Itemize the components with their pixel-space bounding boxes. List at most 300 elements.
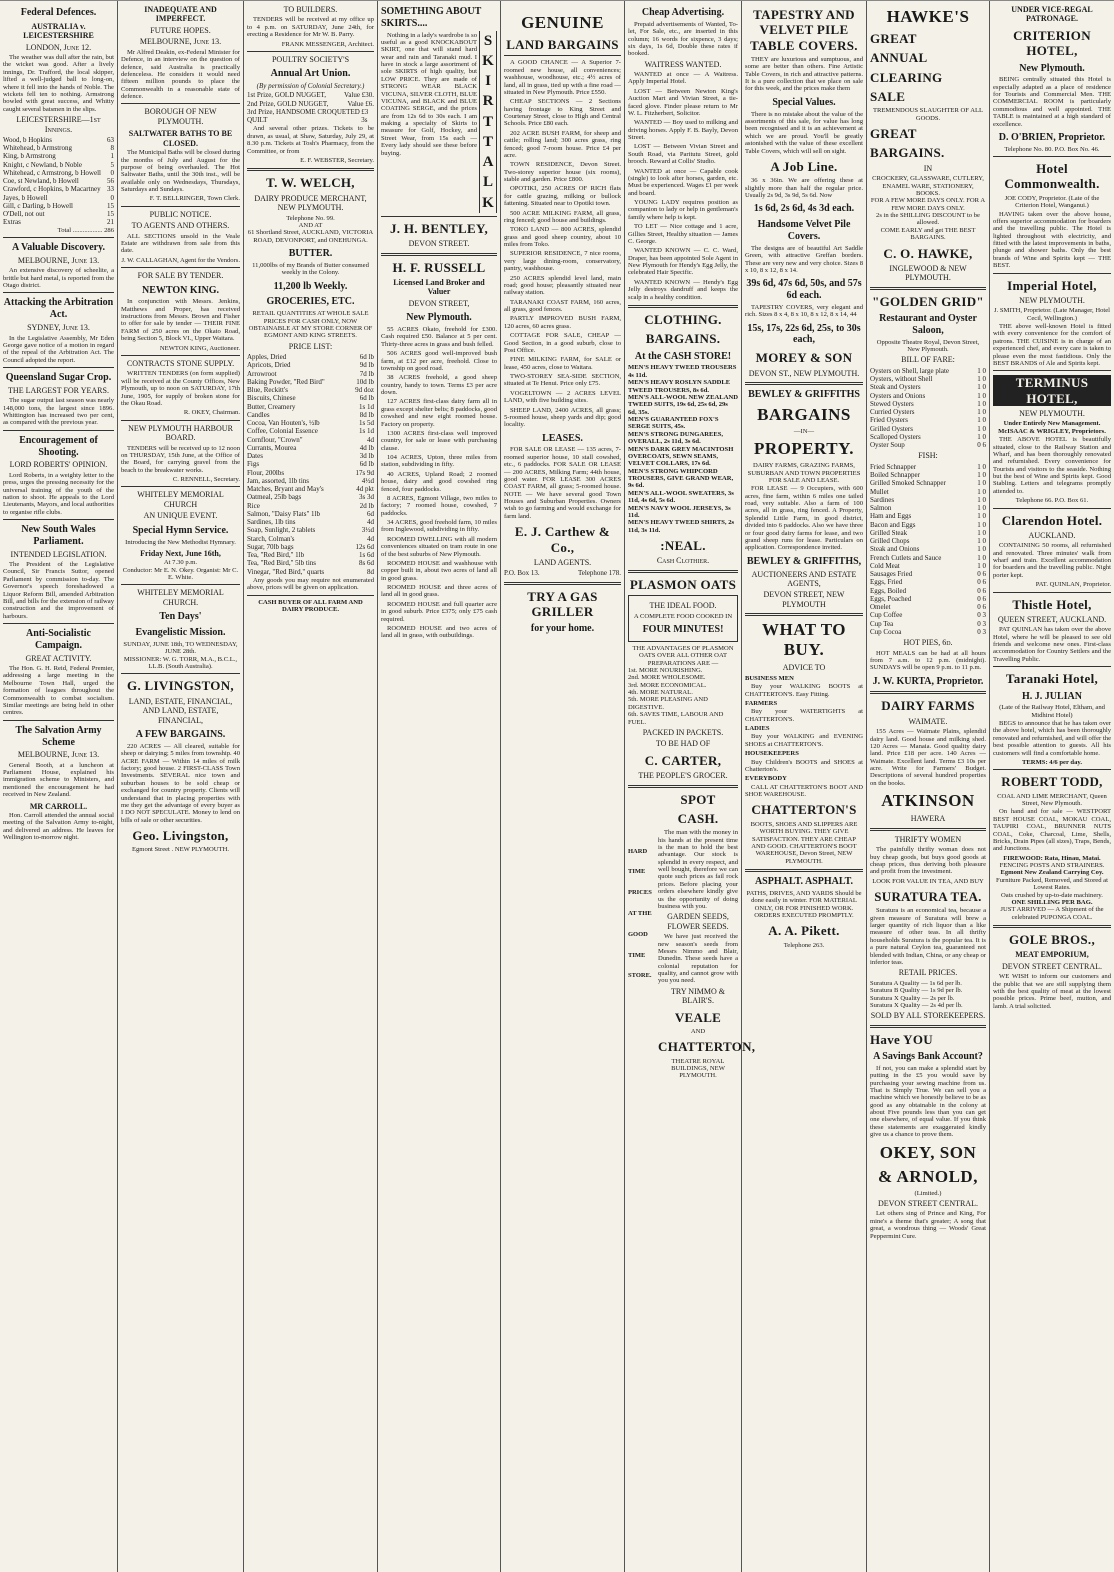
fish-row-value: 0 6	[977, 570, 986, 579]
co-addr: INGLEWOOD & NEW PLYMOUTH.	[889, 263, 967, 283]
arbitration-body: In the Legislative Assembly, Mr Eden George gave notice of a motion in regard of the repeal of the Arbitration Act. The Council adopted the report.	[3, 334, 114, 364]
side-word: AT THE	[628, 909, 652, 917]
score-row-value: 8	[110, 144, 114, 153]
score-row-label: King, b Armstrong	[3, 152, 56, 161]
fare-row-value: 1 0	[977, 408, 986, 417]
criterion-body: BEING centrally situated this Hotel is especially adapted as a place of residence for Tourists and Commercial Men. THE COMMERCIAL ROOM is particularly commodious and well appointed. THE TABLE is maintained at a high standard of excellence.	[993, 76, 1111, 128]
butter-title: BUTTER.	[288, 248, 333, 259]
land-listing: CHEAP SECTIONS — 2 Sections having frontage to King Street and Courtenay Street, close to High and Central Schools. Price £80 each.	[504, 98, 621, 128]
farmers-body: Buy your WATERTIGHTS at CHATTERTON'S.	[745, 708, 863, 723]
job-price: 1s 6d, 2s 6d, 4s 3d each.	[753, 203, 855, 215]
skirts-headline: SOMETHING ABOUT SKIRTS....	[381, 6, 482, 29]
art-sign: E. F. WEBSTER, Secretary.	[300, 156, 374, 164]
score-row-value: 21	[107, 218, 114, 227]
price-row	[247, 378, 374, 386]
fish-row-value: 0 6	[977, 586, 986, 595]
score-row	[3, 210, 114, 218]
fish-row-value: 1 0	[977, 462, 986, 471]
price-row-value: 2d lb	[359, 501, 374, 510]
price-row	[247, 535, 374, 543]
price-row-value: 6d lb	[359, 394, 374, 403]
in-word: —IN—	[793, 427, 815, 435]
carroll-title: MR CARROLL.	[29, 801, 88, 811]
price-row-value: 9d doz	[355, 386, 374, 395]
price-row	[247, 444, 374, 452]
clarendon-body: CONTAINING 50 rooms, all refurnished and renovated. Three minutes' walk from wharf and train. Excellent accommodation for boarders and the travelling public. Night porter kept.	[993, 542, 1111, 579]
contracts-title: CONTRACTS STONE SUPPLY.	[126, 358, 235, 368]
arnold: & ARNOLD,	[878, 1166, 978, 1186]
price-row-value: 4d	[367, 534, 374, 543]
fish-row-value: 1 0	[977, 545, 986, 554]
nsw-title: New South Wales Parliament.	[21, 524, 96, 547]
price-row-label: Cornflour, "Crown"	[247, 435, 303, 444]
business-men: BUSINESS MEN	[745, 674, 794, 682]
column-5-land	[501, 1, 625, 1572]
skirt-letter: A	[482, 154, 494, 171]
price-row-label: Butter, Creamery	[247, 402, 296, 411]
fish-row-value: 0 3	[977, 619, 986, 628]
column-6-classifieds	[625, 1, 756, 1572]
russell-addr: DEVON STREET,	[408, 298, 470, 308]
fish-row-value: 1 0	[977, 520, 986, 529]
fish-row-label: Bacon and Eggs	[870, 520, 916, 529]
sur-price: Suratura X Quality — 2s per lb.	[870, 994, 955, 1002]
classified-ad: TO LET — Nice cottage and 1 acre, Gillies Street, Healthy situation — James C. George.	[628, 223, 738, 245]
thistle-st: QUEEN STREET, AUCKLAND.	[997, 614, 1107, 624]
everybody-body: CALL AT CHATTERTON'S BOOT AND SHOE WAREHOUSE.	[745, 783, 863, 799]
carroll-body: Hon. Carroll attended the annual social meeting of the Salvation Army to-night, and delivered an address. He leaves for Wellington to-morrow night.	[3, 812, 114, 842]
price-row	[247, 419, 374, 427]
fare-row-value: 1 0	[977, 383, 986, 392]
price-row	[247, 510, 374, 518]
price-row-label: Sardines, 1lb tins	[247, 518, 296, 527]
price-row-value: 9d lb	[359, 361, 374, 370]
plasmon-packed: PACKED IN PACKETS.	[642, 727, 724, 737]
price-row-label: Matches, Bryant and May's	[247, 485, 324, 494]
carthew-contact	[504, 569, 621, 577]
morey-name: MOREY & SON	[755, 350, 853, 366]
criterion-np: New Plymouth.	[1019, 62, 1085, 74]
clothing-item: MEN'S ALL-WOOL NEW ZEALAND TWEED SUITS, 19s 6d, 25s 6d, 29s 6d, 35s.	[628, 393, 738, 416]
price-row-value: 4d pkt	[356, 485, 374, 494]
price-row	[247, 403, 374, 411]
waitress-title: WAITRESS WANTED.	[644, 59, 722, 69]
hymn-title: Special Hymn Service.	[132, 524, 229, 536]
score-row-value: 56	[107, 177, 114, 186]
price-row	[247, 477, 374, 485]
fish-row-label: Omelet	[870, 603, 891, 612]
job-body: 36 x 36in. We are offering these at slightly more than half the regular price. Usually 2s 9d, 3s 9d, 5s 6d. Now	[745, 177, 863, 199]
anti-body: The Hon. G. H. Reid, Federal Premier, addressing a large meeting in the Melbourne Town Hall, urged the formation of leagues throughout the Commonwealth to combat socialism. Similar meetings are being held in other centres.	[3, 665, 114, 717]
firewood: FIREWOOD: Rata, Hinau, Matai.	[1003, 854, 1101, 862]
dairy-farms: DAIRY FARMS	[881, 698, 975, 714]
advice-to: ADVICE TO	[782, 663, 826, 673]
veale-name: VEALE	[674, 1009, 722, 1025]
great2: GREAT	[870, 126, 917, 142]
bentley-addr: DEVON STREET.	[408, 239, 470, 249]
bentley-name: J. H. BENTLEY,	[390, 220, 488, 236]
score-row-label: O'Dell, not out	[3, 210, 45, 219]
ladies: LADIES	[745, 725, 770, 733]
footer-address: Egmont Street . NEW PLYMOUTH.	[131, 846, 229, 854]
fish-row-label: Eggs, Boiled	[870, 586, 907, 595]
classified-ad: LOST — Between Vivian Street and South Road, via Paritutu Street, gold brooch. Reward at Collis' Studio.	[628, 143, 738, 166]
shooting-title: Encouragement of Shooting.	[19, 434, 98, 458]
shooting-body: Lord Roberts, in a weighty letter to the press, urges the pressing necessity for the universal training of the youth of the nation to shoot. He appeals to the Lord Lieutenants, Mayors, and local authorities to organise rifle clubs.	[3, 471, 114, 516]
fish-row-label: Cup Tea	[870, 619, 894, 628]
gas-griller-sub: for your home.	[530, 623, 595, 635]
price-row	[247, 559, 374, 567]
gole-addr: DEVON STREET CENTRAL.	[1001, 961, 1103, 971]
hawke-sale: SALE	[870, 89, 906, 105]
chatterton-name: CHATTERTON,	[658, 1039, 756, 1055]
tender-title: FOR SALE BY TENDER.	[137, 271, 224, 281]
column-8-hawke	[867, 1, 990, 1572]
okey-son: OKEY, SON	[879, 1142, 977, 1162]
score-table	[3, 136, 114, 227]
fish-row-value: 1 0	[977, 537, 986, 546]
property-sub: DAIRY FARMS, GRAZING FARMS, SUBURBAN AND TOWN PROPERTIES FOR SALE AND LEASE.	[747, 462, 861, 484]
skirt-letter: R	[482, 93, 494, 110]
plasmon-item: 2nd. MORE WHOLESOME.	[628, 674, 706, 682]
clothing-item: MEN'S GUARANTEED FOX'S SERGE SUITS, 45s.	[628, 416, 719, 431]
welch-sub: DAIRY PRODUCE MERCHANT, NEW PLYMOUTH.	[254, 193, 367, 213]
waimate: WAIMATE.	[908, 716, 948, 726]
fare-row-label: Curried Oysters	[870, 408, 915, 417]
land-listing: TOKO LAND — 800 ACRES, splendid grass and good sheep country, about 10 miles from Toko.	[504, 226, 621, 248]
russell-listing: 40 ACRES, Upland Road; 2 roomed house, dairy and good cowshed ring fenced, four paddocks.	[381, 470, 497, 493]
plasmon-item: 4th. MORE NATURAL.	[628, 689, 693, 697]
welch-phone: Telephone No. 99.	[286, 214, 335, 222]
land-listing: 500 ACRE MILKING FARM, all grass, ring fenced; good house and buildings.	[504, 209, 621, 224]
price-row-label: Dates	[247, 452, 263, 461]
conductor: Conductor: Mr E. N. Okey. Organist: Mr C. E. White.	[122, 566, 239, 582]
nsw-body: The President of the Legislative Council, Sir Francis Suttor, opened Parliament by commission to-day. The Governor's speech foreshadowed a Liquor Reform Bill, amended Arbitration Bill, and bills for the extension of railway construction and the improvement of harbours.	[3, 561, 114, 620]
land-listing: SHEEP LAND, 2400 ACRES, all grass; 5-roomed house, sheep yards and dip; good locality.	[504, 406, 621, 429]
prize-row-value: Value £6.	[347, 99, 374, 108]
fare-row-value: 1 0	[977, 391, 986, 400]
classified-ad: LOST — Between Newton King's Auction Mart and Vivian Street, a tie-faced glove. Finder please return to Mr W. L. Fitzherbert, Solicitor.	[628, 87, 738, 117]
butter-weekly: 11,200 lb Weekly.	[273, 280, 348, 292]
veale-and: AND	[690, 1028, 706, 1036]
bargains-body: 220 ACRES — All cleared, suitable for sheep or dairying; 5 miles from township. 40 ACRE FARM — Within 14 miles of milk factory; good house. 2 FIRST-CLASS Town Investments. SEVERAL nice town and suburban houses to be sold cheap or exchanged for country property. Clients will understand that in placing properties with me they get the advantage of every buyer as I DO NOT SPECULATE. Money to lend on bills of sale or other securities.	[121, 742, 240, 824]
arrived: JUST ARRIVED — A Shipment of the celebrated PUPONGA COAL.	[1000, 906, 1104, 921]
fish-row	[870, 471, 986, 479]
price-row	[247, 394, 374, 402]
leases-title: LEASES.	[542, 432, 583, 444]
todd: ROBERT TODD,	[1001, 774, 1103, 790]
quinlan: PAT. QUINLAN, Proprietor.	[1035, 581, 1111, 589]
prize-row	[247, 100, 374, 108]
gole-body: WE WISH to inform our customers and the public that we are still supplying them with the best quality of meat at the lowest possible prices. Prime beef, mutton, and lamb. A trial solicited.	[993, 973, 1111, 1010]
hawke-title: HAWKE'S	[886, 7, 970, 26]
fish-row	[870, 488, 986, 496]
hawke-clearing: CLEARING	[870, 69, 943, 85]
price-row-value: 17s 9d	[355, 468, 374, 477]
clothing-item: MEN'S HEAVY ROSLYN SADDLE TWEED TROUSERS, 8s 6d.	[628, 379, 731, 394]
thistle-body: PAT QUINLAN has taken over the above Hotel, where he will be pleased to see old friends and welcome new ones. First-class accommodation for Country Settlers and the Travelling Public.	[993, 626, 1111, 663]
price-list	[247, 353, 374, 576]
fish-row	[870, 578, 986, 586]
sold-by: SOLD BY ALL STOREKEEPERS.	[870, 1011, 986, 1021]
score-row-value: 15	[107, 201, 114, 210]
fare-row	[870, 441, 986, 449]
gole: GOLE BROS.,	[1008, 932, 1096, 947]
handsome-title: Handsome Velvet Pile Covers.	[757, 219, 851, 242]
price-row-label: Arrowroot	[247, 369, 277, 378]
price-row-label: Tea, "Red Bird," 1lb	[247, 551, 305, 560]
savings-body: If not, you can make a splendid start by putting in the £5 you would save by purchasing your sewing machine from us. That is Simply True. We can sell you a machine which we honestly believe to be as good as any obtainable in the colony at about Five pounds less than you can get one elsewhere, of equal value. If you think these statements are exaggerated kindly give us a chance to prove them.	[870, 1064, 986, 1139]
plasmon-body: A COMPLETE FOOD COOKED IN	[633, 612, 733, 620]
price-row-label: Vinegar, "Red Bird," quarts	[247, 567, 325, 576]
thrifty: THRIFTY WOMEN	[894, 834, 962, 844]
score-row	[3, 161, 114, 169]
asphalt-title: ASPHALT. ASPHALT.	[754, 876, 854, 887]
price-row-label: Jam, assorted, 1lb tins	[247, 476, 310, 485]
salvation-body: General Booth, at a luncheon at Parliament House, explained his immigration scheme to Ministers, and mentioned the encouragement he had received in New Zealand.	[3, 761, 114, 799]
cash-buyer: CASH BUYER OF ALL FARM AND DAIRY PRODUCE.	[258, 598, 363, 613]
price-row-label: Tea, "Red Bird," 5lb tins	[247, 559, 316, 568]
bewley-addr: DEVON STREET, NEW PLYMOUTH	[763, 590, 845, 609]
hawke-annual: ANNUAL	[870, 50, 928, 66]
todd-body: On hand and for sale — WESTPORT BEST HOUSE COAL, MOKAU COAL, TAUPIRI COAL, BRUNNER NUTS COAL, Coke, Charcoal, Lime, Shells, Bricks, Drain Pipes (all sizes), Traps, Bends, and Junctions.	[993, 808, 1111, 853]
land-listing: TWO-STOREY SEA-SIDE SECTION, situated at Te Henui. Price only £75.	[504, 373, 621, 388]
fare-row	[870, 375, 986, 383]
skirt-letter: T	[482, 113, 493, 130]
anti-sub: GREAT ACTIVITY.	[25, 653, 92, 663]
skirt-body: Nothing in a lady's wardrobe is so useful as a good KNOCKABOUT SKIRT, one that will stand hard wear and rain and Taranaki mud. I have in stock a large assortment of sole SKIRTS of high quality, but LOW PRICE. They are made of STRONG WEAR BLACK VICUNA, SILVER CLOTH, BLUE VICUNA, and BLACK and BLUE COATING SERGE, and the prices are from 12s 6d to 30s each. I am making a specialty of Skirts to measure for Golf, Hockey, and Street Wear, from 15s each — Every lady should see these before buying.	[381, 31, 477, 157]
golden-grid: "GOLDEN GRID"	[872, 293, 984, 309]
clarendon-city: AUCKLAND.	[1028, 530, 1076, 540]
groceries-sub: RETAIL QUANTITIES AT WHOLE SALE PRICES FOR CASH ONLY, NOW OBTAINABLE AT MY STORE CORNER OF EGMONT AND KING STREETS.	[248, 310, 373, 340]
newton-sign: NEWTON KING, Auctioneer.	[159, 344, 240, 352]
welch-and: AND AT	[298, 221, 323, 229]
fish-row	[870, 512, 986, 520]
price-row-label: Blue, Reckitt's	[247, 386, 288, 395]
fish-row-value: 1 0	[977, 471, 986, 480]
butter-body: 11,000lbs of my Brands of Butter consumed weekly in the Colony.	[252, 261, 369, 277]
suratura: SURATURA TEA.	[874, 889, 982, 904]
score-row-label: Knight, c Newland, b Noble	[3, 160, 82, 169]
fish-row-label: Sausages Fried	[870, 570, 913, 579]
art-body: And several other prizes. Tickets to be drawn, as usual, at Shaw, Saturday, July 29, at 8.30 p.m. Tickets at Tosh's Pharmacy, from the Committee, or from	[247, 125, 374, 155]
fencing: FENCING POSTS AND STRAINERS.	[999, 862, 1105, 869]
house-body: Buy Children's BOOTS and SHOES at Chatterton's.	[745, 758, 863, 773]
price-row-label: Soap, Sunlight, 2 tablets	[247, 526, 316, 535]
opposite: Opposite Theatre Royal, Devon Street, New Plymouth.	[876, 338, 980, 354]
ten-days: Ten Days'	[159, 611, 202, 623]
cricket-dateline: LONDON, June 12.	[25, 42, 92, 52]
prize-row-label: 3rd Prize, HANDSOME CROQUETED QUILT	[247, 107, 360, 125]
land-listing: VOGELTOWN — 2 ACRES LEVEL LAND, with five building sites.	[504, 389, 621, 405]
score-row-label: Jayes, b Howell	[3, 193, 48, 202]
land-listing: 250 ACRES splendid level land, main road; good house; pleasantly situated near railway station.	[504, 274, 621, 297]
fare-row-label: Grilled Oysters	[870, 424, 913, 433]
carthew-sub: LAND AGENTS.	[533, 557, 592, 567]
price-row	[247, 568, 374, 576]
land-listing: COTTAGE FOR SALE, CHEAP — Good Section, in a good suburb, close to Post Office.	[504, 332, 621, 354]
russell-listing: 127 ACRES first-class dairy farm all in grass except shelter belts; 8 paddocks, good cowshed and new eight roomed house. Factory on property.	[381, 398, 497, 428]
score-total: Total .................. 286	[57, 226, 114, 234]
evangelistic: Evangelistic Mission.	[135, 627, 226, 639]
discount: 2s in the SHILLING DISCOUNT to be allowed.	[876, 212, 980, 227]
church2: WHITELEY MEMORIAL CHURCH.	[137, 588, 224, 607]
salvation-dateline: MELBOURNE, June 13.	[17, 750, 100, 760]
fish-row	[870, 521, 986, 529]
taranaki: Taranaki Hotel,	[1005, 671, 1099, 687]
land-listing: PARTLY IMPROVED BUSH FARM, 120 acres, 60 acres grass.	[504, 315, 621, 330]
fare-row-value: 1 0	[977, 416, 986, 425]
skirt-letter: K	[482, 194, 494, 211]
fare-row	[870, 425, 986, 433]
russell-listing: 104 ACRES, Upton, three miles from station, subdividing in fifty.	[381, 454, 497, 469]
russell-listings	[381, 326, 497, 640]
carter-sub: THE PEOPLE'S GROCER.	[638, 771, 728, 781]
fish-row-value: 1 0	[977, 504, 986, 513]
builders-title: TO BUILDERS.	[283, 5, 338, 14]
hymn-time: At 7.30 p.m.	[163, 559, 198, 567]
side-word: GOOD	[628, 930, 648, 938]
fish-row	[870, 620, 986, 628]
harbour-sign: C. RENNELL, Secretary.	[172, 476, 240, 484]
price-row-label: Salmon, "Daisy Flats" 1lb	[247, 509, 320, 518]
cash-store: At the CASH STORE!	[634, 350, 732, 362]
clarendon: Clarendon Hotel.	[1001, 512, 1103, 528]
art-sub: (By permission of Colonial Secretary.)	[256, 82, 365, 91]
fish-row	[870, 554, 986, 562]
land-listing: OPOTIKI, 250 ACRES OF RICH flats for cattle grazing, milking or bullock fattening. Situated near to Opotiki town.	[504, 185, 621, 208]
welch-auckland: 61 Shortland Street, AUCKLAND, VICTORIA ROAD, DEVONPORT, and ONEHUNGA.	[247, 229, 374, 244]
egmont-body: Furniture Packed, Removed, and Stored at Lowest Rates.	[996, 876, 1108, 892]
imperial-np: NEW PLYMOUTH.	[1019, 295, 1085, 305]
prize-row	[247, 108, 374, 125]
side-word: PRICES	[628, 889, 652, 897]
column-1-news	[0, 1, 118, 1572]
fish-row-label: French Cutlets and Sauce	[870, 553, 942, 562]
arbitration-title: Attacking the Arbitration Act.	[3, 297, 114, 321]
fare-row-label: Stewed Oysters	[870, 399, 914, 408]
russell-listing: 506 ACRES good well-improved bush farm, at £12 per acre, freehold. Close to township on good road.	[381, 350, 497, 372]
notice-sign: J. W. CALLAGHAN, Agent for the Vendors.	[121, 256, 240, 264]
notice-title: PUBLIC NOTICE.	[149, 209, 212, 219]
livingston-name: G. LIVINGSTON,	[127, 678, 234, 694]
poultry-title: POULTRY SOCIETY'S	[271, 54, 350, 64]
clothing-bargains: BARGAINS.	[645, 331, 721, 347]
price-row-value: 6d lb	[359, 353, 374, 362]
contracts-body: WRITTEN TENDERS (on form supplied) will be received at the County Offices, New Plymouth, up to noon on SATURDAY, 17th June, 1905, for supply of broken stone for the Okau Road.	[121, 370, 240, 407]
price-row-value: 8s 6d	[359, 559, 374, 568]
fish-row-label: Salmon	[870, 504, 892, 513]
price-row-value: 1s 6d	[359, 551, 374, 560]
terminus-phone: Telephone 66. P.O. Box 61.	[1015, 497, 1089, 505]
price-row-label: Sugar, 70lb bags	[247, 542, 294, 551]
hawke-great: GREAT	[870, 31, 917, 47]
column-7-tapestry	[742, 1, 867, 1572]
price-row	[247, 485, 374, 493]
side-word: HARD	[628, 847, 648, 855]
fish-row	[870, 628, 986, 636]
clothing-item: MEN'S NAVY WOOL JERSEYS, 3s 11d.	[628, 504, 731, 519]
fish-row-label: Cold Meat	[870, 561, 900, 570]
carthew-phone: Telephone 178.	[577, 569, 621, 578]
classified-ad: WANTED at once — A Waitress. Apply Imperial Hotel.	[628, 71, 738, 86]
score-row	[3, 194, 114, 202]
column-4-skirts	[378, 1, 501, 1572]
price-row-label: Oatmeal, 25lb bags	[247, 493, 302, 502]
fare-row-value: 1 0	[977, 375, 986, 384]
cricket-title: AUSTRALIA v. LEICESTERSHIRE	[23, 21, 94, 41]
clothing-item: MEN'S ALL-WOOL SWEATERS, 3s 11d, 4s 6d, 5s 6d.	[628, 489, 734, 505]
skirt-letter: L	[482, 174, 493, 191]
price-row	[247, 551, 374, 559]
price-row-value: 4d lb	[359, 443, 374, 452]
russell-listing: ROOMED HOUSE and washhouse with copper built in, about two acres of land all in good grass.	[381, 559, 497, 582]
score-row-value: 63	[107, 135, 114, 144]
price-row	[247, 386, 374, 394]
thistle: Thistle Hotel,	[1012, 596, 1092, 612]
prize-list	[247, 91, 374, 124]
score-row-label: Coe, st Newland, b Howell	[3, 177, 79, 186]
fare-row-value: 1 0	[977, 399, 986, 408]
todd-sub: COAL AND LIME MERCHANT, Queen Street, New Plymouth.	[997, 792, 1107, 807]
fish-row-label: Steak and Onions	[870, 545, 920, 554]
price-row	[247, 353, 374, 361]
julian: H. J. JULIAN	[1021, 690, 1082, 702]
russell-listing: 1300 ACRES first-class well improved country, for sale or lease with purchasing clause.	[381, 429, 497, 452]
neal-name: :NEAL.	[660, 538, 706, 554]
price-row-label: Coffee, Colonial Essence	[247, 427, 318, 436]
plasmon-list	[628, 667, 738, 726]
side-word: TIME	[628, 951, 646, 959]
imperial-prop: J. SMITH, Proprietor. (Late Manager, Hotel Cecil, Wellington.)	[993, 307, 1110, 322]
art-union: Annual Art Union.	[270, 68, 351, 80]
price-row	[247, 452, 374, 460]
price-row	[247, 361, 374, 369]
newton-body: In conjunction with Messrs. Jenkins, Matthews and Proper, has received instructions from Messrs. Brown and Fisher to offer for sale by tender — THEIR FINE FARM of 250 acres on the Okato Road, being Section 5, Block VI., Upper Waitara.	[121, 298, 240, 343]
tapestry-title: TAPESTRY AND VELVET PILE TABLE COVERS.	[750, 7, 858, 53]
arbitration-dateline: SYDNEY, June 13.	[27, 323, 90, 333]
price-row	[247, 469, 374, 477]
leases-body: FOR SALE OR LEASE — 135 acres, 7-roomed superior house, 10 stall cowshed, etc., 6 paddocks. FOR SALE OR LEASE — 200 ACRES, Milking Farm; 44th house, good water. FOR LEASE 300 ACRES COAST FARM, all grass; 5-roomed house. NOTE — We have several good Town Houses and Suburban Properties. Owners wish to go farming and would exchange for farm land.	[504, 446, 621, 520]
job-line: A Job Line.	[770, 158, 838, 174]
terminus-under: Under Entirely New Management.	[1003, 420, 1101, 428]
ladies-body: Buy your WALKING and EVENING SHOES at CHATTERTON'S.	[745, 733, 863, 748]
sur-price: Suratura X Quality — 2s 4d per lb.	[870, 1001, 963, 1009]
russell-listing: ROOMED HOUSE and three acres of land all in good grass.	[381, 584, 497, 599]
discovery-title: A Valuable Discovery.	[11, 242, 106, 254]
classified-ad: WANTED KNOWN — Hendy's Egg Jelly destroys dandruff and keeps the scalp in a healthy condition.	[628, 278, 738, 301]
score-head: LEICESTERSHIRE—1st Innings.	[16, 115, 101, 134]
obrien-phone: Telephone No. 80. P.O. Box No. 46.	[1004, 145, 1100, 153]
criterion: CRITERION HOTEL,	[1013, 27, 1091, 59]
price-row	[247, 427, 374, 435]
atkinson: ATKINSON	[881, 791, 975, 811]
price-row-label: Baking Powder, "Red Bird"	[247, 377, 325, 386]
price-row-label: Biscuits, Chinese	[247, 394, 296, 403]
land-listing: A GOOD CHANCE — A Superior 7-roomed new house, all conveniences; washhouse, woodhouse, etc.; 4½ acres of land, all in grass, tied up with a fine road — situated in New Plymouth. Price £550.	[504, 59, 621, 96]
fare-row-label: Steak and Oysters	[870, 383, 921, 392]
fed-sub: INADEQUATE AND IMPERFECT.	[144, 5, 217, 24]
newton-king: NEWTON KING.	[141, 284, 220, 296]
harbour-title: NEW PLYMOUTH HARBOUR BOARD.	[128, 423, 233, 443]
church-title: WHITELEY MEMORIAL CHURCH	[137, 490, 224, 509]
score-row	[3, 169, 114, 177]
notice-sub: TO AGENTS AND OTHERS.	[131, 221, 230, 231]
hymn-body: Introducing the New Methodist Hymnary.	[125, 538, 236, 546]
bewley-name: BEWLEY & GRIFFITHS	[748, 388, 860, 400]
okey-note: Let others sing of Prince and King, For mine's a theme that's greater; A song that great, a wondrous thing — Woods' Great Peppermint Cure.	[870, 1210, 986, 1240]
price-row	[247, 411, 374, 419]
